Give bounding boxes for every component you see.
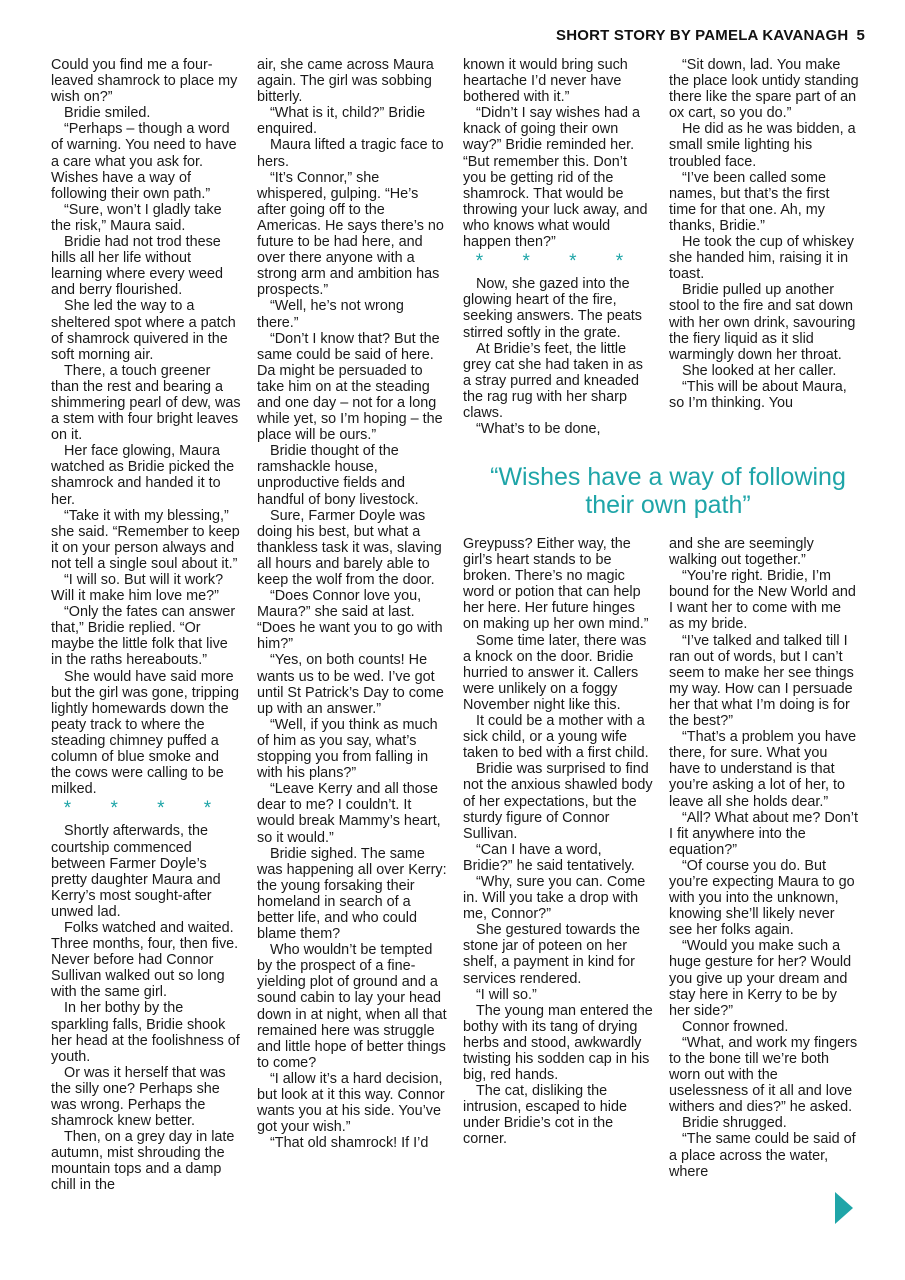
pull-quote: “Wishes have a way of following their own path” xyxy=(490,463,846,519)
paragraph: “Perhaps – though a word of warning. You need to have a care what you ask for. Wishes have a way of following their own path.” xyxy=(51,121,237,202)
paragraph: At Bridie’s feet, the little grey cat she had taken in as a stray purred and kneaded the rag rug with her sharp claws. xyxy=(463,340,643,421)
paragraph: “Well, if you think as much of him as you say, what’s stopping you from falling in with his plans?” xyxy=(257,716,438,782)
section-break-stars: * * * * xyxy=(475,251,641,273)
column-4-bottom-text xyxy=(669,536,859,1180)
paragraph: “Only the fates can answer that,” Bridie replied. “Or maybe the little folk that live in the raths hereabouts.” xyxy=(51,604,236,669)
column-3-bottom-text xyxy=(463,536,653,1148)
paragraph: There, a touch greener than the rest and bearing a shimmering pearl of dew, was a stem with four bright leaves on it. xyxy=(51,362,241,444)
paragraph: “Sit down, lad. You make the place look untidy standing there like the spare part of an ox cart, so you do.” xyxy=(669,57,859,122)
section-break-stars: * * * * xyxy=(63,798,229,820)
column-2-text xyxy=(257,57,447,1151)
paragraph: Maura lifted a tragic face to hers. xyxy=(257,137,444,170)
paragraph: “Would you make such a huge gesture for her? Would you give up your dream and stay here in Kerry to be by her side?” xyxy=(669,938,852,1019)
column-3-bottom xyxy=(463,536,653,1148)
paragraph: air, she came across Maura again. The girl was sobbing bitterly. xyxy=(257,57,434,106)
paragraph: “I will so.” xyxy=(476,986,537,1003)
paragraph: and she are seemingly walking out together.” xyxy=(669,536,814,569)
paragraph: Folks watched and waited. Three months, four, then five. Never before had Connor Sullivan walked out so long with the same girl. xyxy=(51,919,239,1001)
paragraph: The young man entered the bothy with its tang of drying herbs and stood, awkwardly twisting his sodden cap in his big, red hands. xyxy=(463,1002,653,1084)
paragraph: “Leave Kerry and all those dear to me? I couldn’t. It would break Mammy’s heart, so it would.” xyxy=(257,781,441,846)
paragraph: The cat, disliking the intrusion, escaped to hide under Bridie’s cot in the corner. xyxy=(463,1083,628,1148)
paragraph: “Don’t I know that? But the same could be said of here. Da might be persuaded to take him on at the steading and one day – not for a long while yet, so I’m hoping – the place will be ours.” xyxy=(257,330,443,444)
paragraph: Could you find me a four-leaved shamrock to place my wish on?” xyxy=(51,57,238,106)
paragraph: “I allow it’s a hard decision, but look at it this way. Connor wants you at his side. You’ve got your wish.” xyxy=(257,1070,445,1136)
paragraph: “Can I have a word, Bridie?” he said tentatively. xyxy=(463,841,635,874)
paragraph: “It’s Connor,” she whispered, gulping. “He’s after going off to the Americas. He says there’s no future to be had here, and over there anyone with a strong arm and ambition has prospects.” xyxy=(257,169,444,299)
paragraph: Bridie had not trod these hills all her life without learning where every weed and berry flourished. xyxy=(51,234,223,299)
paragraph: Shortly afterwards, the courtship commenced between Farmer Doyle’s pretty daughter Maura and Kerry’s most sought-after unwed lad. xyxy=(51,823,221,920)
page-number: 5 xyxy=(856,27,865,44)
paragraph: “Yes, on both counts! He wants us to be wed. I’ve got until St Patrick’s Day to come up with an answer.” xyxy=(257,652,444,717)
column-1-text xyxy=(51,57,241,797)
paragraph: Then, on a grey day in late autumn, mist shrouding the mountain tops and a damp chill in the xyxy=(51,1129,235,1194)
paragraph: Or was it herself that was the silly one? Perhaps she was wrong. Perhaps the shamrock knew better. xyxy=(51,1064,226,1130)
paragraph: known it would bring such heartache I’d never have bothered with it.” xyxy=(463,57,628,106)
column-4-top-text xyxy=(669,57,859,411)
paragraph: “This will be about Maura, so I’m thinking. You xyxy=(669,378,847,411)
paragraph: “You’re right. Bridie, I’m bound for the New World and I want her to come with me as my bride. xyxy=(669,568,856,633)
paragraph: “I’ve been called some names, but that’s the first time for that one. Ah, my thanks, Bridie.” xyxy=(669,169,830,234)
paragraph: Connor frowned. xyxy=(682,1018,789,1035)
page-header xyxy=(556,27,865,44)
paragraph: Greypuss? Either way, the girl’s heart stands to be broken. There’s no magic word or potion that can help her here. Her future hinges on making up her own mind.” xyxy=(463,536,649,633)
paragraph: It could be a mother with a sick child, or a young wife taken to bed with a first child. xyxy=(463,713,649,762)
paragraph: “Why, sure you can. Come in. Will you take a drop with me, Connor?” xyxy=(463,873,646,923)
column-3-top-continued xyxy=(463,276,653,437)
column-3-top xyxy=(463,57,653,437)
paragraph: She would have said more but the girl was gone, tripping lightly homewards down the peaty track to where the steading chimney puffed a column of blue smoke and the cows were calling to be milked. xyxy=(51,668,239,798)
paragraph: She led the way to a sheltered spot where a patch of shamrock quivered in the soft morning air. xyxy=(51,298,236,363)
continue-arrow-icon xyxy=(835,1192,853,1224)
paragraph: “What, and work my fingers to the bone till we’re both worn out with the uselessness of it all and love withers and dies?” he asked. xyxy=(669,1034,858,1116)
paragraph: “Sure, won’t I gladly take the risk,” Maura said. xyxy=(51,201,222,234)
paragraph: In her bothy by the sparkling falls, Bridie shook her head at the foolishness of youth. xyxy=(51,1000,240,1065)
paragraph: Who wouldn’t be tempted by the prospect of a fine-yielding plot of ground and a sound cabin to lay your head down in at night, when all that remained here was struggle and little hope of better things to come? xyxy=(257,942,447,1071)
paragraph: “Does Connor love you, Maura?” she said at last. “Does he want you to go with him?” xyxy=(257,588,443,653)
paragraph: Bridie shrugged. xyxy=(682,1115,787,1132)
column-2 xyxy=(257,57,447,1151)
paragraph: “I’ve talked and talked till I ran out of words, but I can’t seem to make her see things my way. How can I persuade her that what I’m doing is for the best?” xyxy=(669,632,854,730)
paragraph: Bridie sighed. The same was happening all over Kerry: the young forsaking their homeland in search of a better life, and who could blame them? xyxy=(257,845,447,943)
column-1-continued xyxy=(51,823,241,1193)
paragraph: “All? What about me? Don’t I fit anywhere into the equation?” xyxy=(669,809,858,858)
paragraph: She gestured towards the stone jar of poteen on her shelf, a payment in kind for services rendered. xyxy=(463,922,640,987)
paragraph: “What is it, child?” Bridie enquired. xyxy=(257,105,426,138)
paragraph: “The same could be said of a place across the water, where xyxy=(669,1131,856,1180)
paragraph: Bridie thought of the ramshackle house, unproductive fields and handful of bony livestock. xyxy=(257,443,419,508)
paragraph: Bridie pulled up another stool to the fire and sat down with her own drink, savouring the fiery liquid as it slid warmingly down her throat. xyxy=(669,282,856,363)
paragraph: “I will so. But will it work? Will it make him love me?” xyxy=(51,572,224,605)
paragraph: “What’s to be done, xyxy=(476,421,601,438)
paragraph: Some time later, there was a knock on the door. Bridie hurried to answer it. Callers were unlikely on a foggy November night like this. xyxy=(463,632,647,713)
column-3-top-text xyxy=(463,57,653,250)
paragraph: “That old shamrock! If I’d xyxy=(270,1135,429,1152)
paragraph: “Well, he’s not wrong there.” xyxy=(257,298,404,331)
paragraph: “That’s a problem you have there, for sure. What you have to understand is that you’re asking a lot of her, to leave all she holds dear.” xyxy=(669,729,857,810)
paragraph: Bridie smiled. xyxy=(64,105,151,122)
paragraph: Sure, Farmer Doyle was doing his best, but what a thankless task it was, slaving all hours and barely able to keep the wolf from the door. xyxy=(257,507,442,588)
column-4-top xyxy=(669,57,859,411)
story-byline: SHORT STORY BY PAMELA KAVANAGH xyxy=(556,27,849,44)
paragraph: She looked at her caller. xyxy=(682,362,837,379)
paragraph: Now, she gazed into the glowing heart of the fire, seeking answers. The peats stirred softly in the grate. xyxy=(463,276,642,341)
column-1 xyxy=(51,57,241,1194)
paragraph: “Take it with my blessing,” she said. “Remember to keep it on your person always and not tell a single soul about it.” xyxy=(51,507,240,572)
paragraph: Bridie was surprised to find not the anxious shawled body of her expectations, but the sturdy figure of Connor Sullivan. xyxy=(463,761,653,842)
paragraph: “Didn’t I say wishes had a knack of going their own way?” Bridie reminded her. “But remember this. Don’t you be getting rid of the shamrock. That would be throwing your luck away, and who knows what would happen then?” xyxy=(463,105,648,251)
paragraph: “Of course you do. But you’re expecting Maura to go with you into the unknown, knowing she’ll likely never see her folks again. xyxy=(669,857,855,939)
paragraph: He took the cup of whiskey she handed him, raising it in toast. xyxy=(669,234,854,283)
column-4-bottom xyxy=(669,536,859,1180)
paragraph: He did as he was bidden, a small smile lighting his troubled face. xyxy=(669,121,856,170)
paragraph: Her face glowing, Maura watched as Bridie picked the shamrock and handed it to her. xyxy=(51,443,235,508)
